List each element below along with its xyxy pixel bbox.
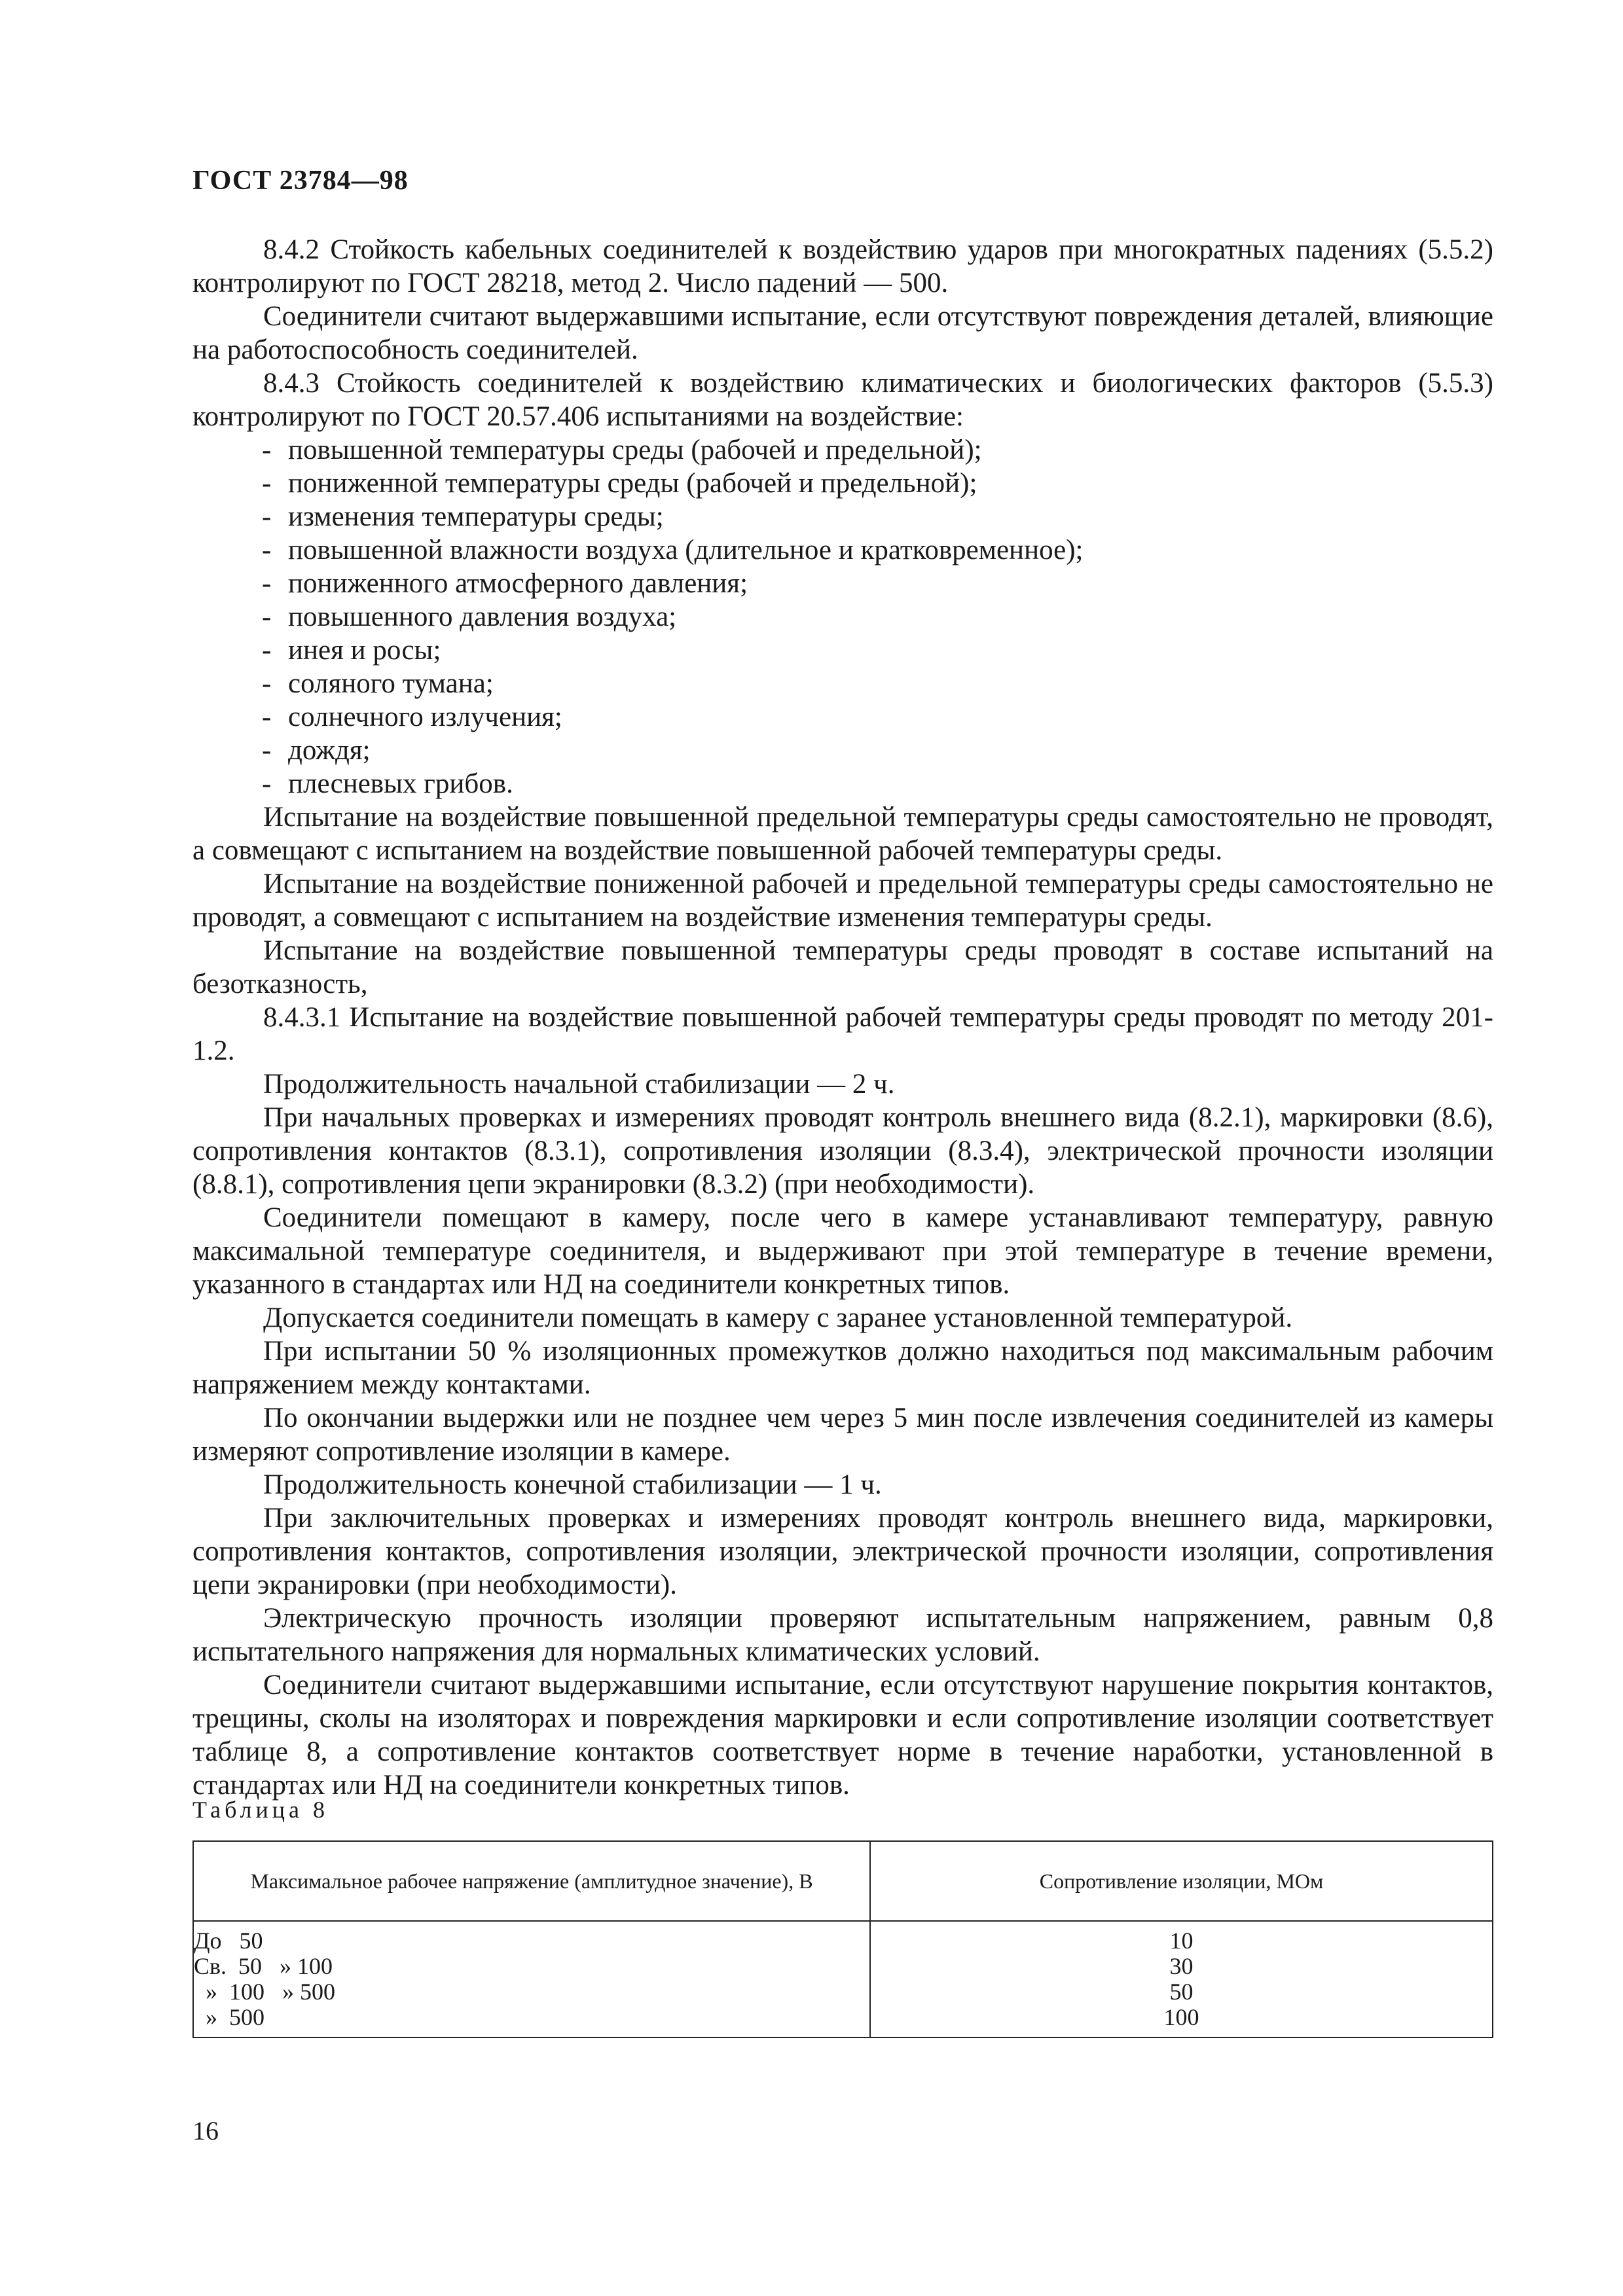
- list-item: - плесневых грибов.: [262, 768, 513, 799]
- resistance-value: 10: [1169, 1928, 1194, 1954]
- list-item: - изменения температуры среды;: [262, 501, 664, 532]
- list-item: - повышенной влажности воздуха (длительное и кратковременное);: [262, 535, 1084, 565]
- paragraph: При начальных проверках и измерениях проводят контроль внешнего вида (8.2.1), маркировки (8.6), сопротивления контактов (8.3.1), сопротивления изоляции (8.3.4), электрической прочности изоляции (8.8.1), сопротивления цепи экранировки (8.3.2) (при необходимости).: [192, 1102, 1493, 1200]
- voltage-cell: [193, 1921, 870, 2037]
- paragraph: Допускается соединители помещать в камеру с заранее установленной температурой.: [263, 1302, 1293, 1333]
- paragraph: Соединители считают выдержавшими испытание, если отсутствуют повреждения деталей, влияющие на работоспособность соединителей.: [192, 301, 1493, 365]
- list-item: - пониженной температуры среды (рабочей и предельной);: [262, 468, 977, 499]
- paragraph: Соединители считают выдержавшими испытание, если отсутствуют нарушение покрытия контактов, трещины, сколы на изоляторах и повреждения маркировки и если сопротивление изоляции соответствует таблице 8, а сопротивление контактов соответствует норме в течение наработки, установленной в стандартах или НД на соединители конкретных типов.: [192, 1670, 1493, 1801]
- table-header-row: [193, 1841, 1493, 1921]
- resistance-value: 100: [1163, 2004, 1199, 2030]
- body-text: [192, 233, 1493, 1802]
- voltage-range: Св. 50 » 100: [194, 1953, 333, 1979]
- paragraph: По окончании выдержки или не позднее чем через 5 мин после извлечения соединителей из камеры измеряют сопротивление изоляции в камере.: [192, 1403, 1493, 1467]
- list-item: - соляного тумана;: [262, 668, 494, 699]
- paragraph: Испытание на воздействие повышенной предельной температуры среды самостоятельно не проводят, а совмещают с испытанием на воздействие повышенной рабочей температуры среды.: [192, 802, 1493, 866]
- standard-header: ГОСТ 23784—98: [192, 166, 409, 196]
- paragraph: Испытание на воздействие пониженной рабочей и предельной температуры среды самостоятельно не проводят, а совмещают с испытанием на воздействие изменения температуры среды.: [192, 869, 1493, 933]
- list-item: - пониженного атмосферного давления;: [262, 568, 748, 599]
- paragraph-8-4-2: 8.4.2 Стойкость кабельных соединителей к воздействию ударов при многократных падениях (5.5.2) контролируют по ГОСТ 28218, метод 2. Число падений — 500.: [192, 234, 1493, 298]
- paragraph-8-4-3-1: 8.4.3.1 Испытание на воздействие повышенной рабочей температуры среды проводят по методу 201-1.2.: [192, 1002, 1493, 1066]
- list-item: - дождя;: [262, 735, 371, 766]
- paragraph: При заключительных проверках и измерениях проводят контроль внешнего вида, маркировки, сопротивления контактов, сопротивления изоляции, электрической прочности изоляции, сопротивления цепи экранировки (при необходимости).: [192, 1503, 1493, 1600]
- list-item: - повышенного давления воздуха;: [262, 601, 677, 632]
- paragraph: Продолжительность начальной стабилизации — 2 ч.: [263, 1069, 895, 1100]
- voltage-range: » 100 » 500: [194, 1979, 335, 2005]
- paragraph: Продолжительность конечной стабилизации — 1 ч.: [263, 1469, 882, 1500]
- list-item: - инея и росы;: [262, 635, 441, 666]
- voltage-range: До 50: [194, 1928, 263, 1954]
- column-header-voltage: Максимальное рабочее напряжение (амплитудное значение), В: [193, 1841, 870, 1921]
- resistance-value: 30: [1169, 1953, 1194, 1979]
- voltage-range: » 500: [194, 2004, 264, 2030]
- paragraph-8-4-3: 8.4.3 Стойкость соединителей к воздействию климатических и биологических факторов (5.5.3) контролируют по ГОСТ 20.57.406 испытаниями на воздействие:: [192, 368, 1493, 432]
- list-item: - солнечного излучения;: [262, 702, 562, 732]
- paragraph: Соединители помещают в камеру, после чего в камере устанавливают температуру, равную максимальной температуре соединителя, и выдерживают при этой температуре в течение времени, указанного в стандартах или НД на соединители конкретных типов.: [192, 1202, 1493, 1300]
- page-number: 16: [192, 2116, 219, 2145]
- paragraph: Электрическую прочность изоляции проверяют испытательным напряжением, равным 0,8 испытательного напряжения для нормальных климатических условий.: [192, 1603, 1493, 1667]
- paragraph: При испытании 50 % изоляционных промежутков должно находиться под максимальным рабочим напряжением между контактами.: [192, 1336, 1493, 1400]
- table-caption: Таблица 8: [192, 1797, 329, 1823]
- resistance-value: 50: [1169, 1979, 1194, 2005]
- column-header-resistance: Сопротивление изоляции, МОм: [870, 1841, 1493, 1921]
- paragraph: Испытание на воздействие повышенной температуры среды проводят в составе испытаний на безотказность,: [192, 935, 1493, 999]
- list-item: - повышенной температуры среды (рабочей и предельной);: [262, 435, 982, 465]
- resistance-cell: [870, 1921, 1493, 2037]
- insulation-resistance-table: [192, 1840, 1493, 2038]
- table-row: [193, 1921, 1493, 2037]
